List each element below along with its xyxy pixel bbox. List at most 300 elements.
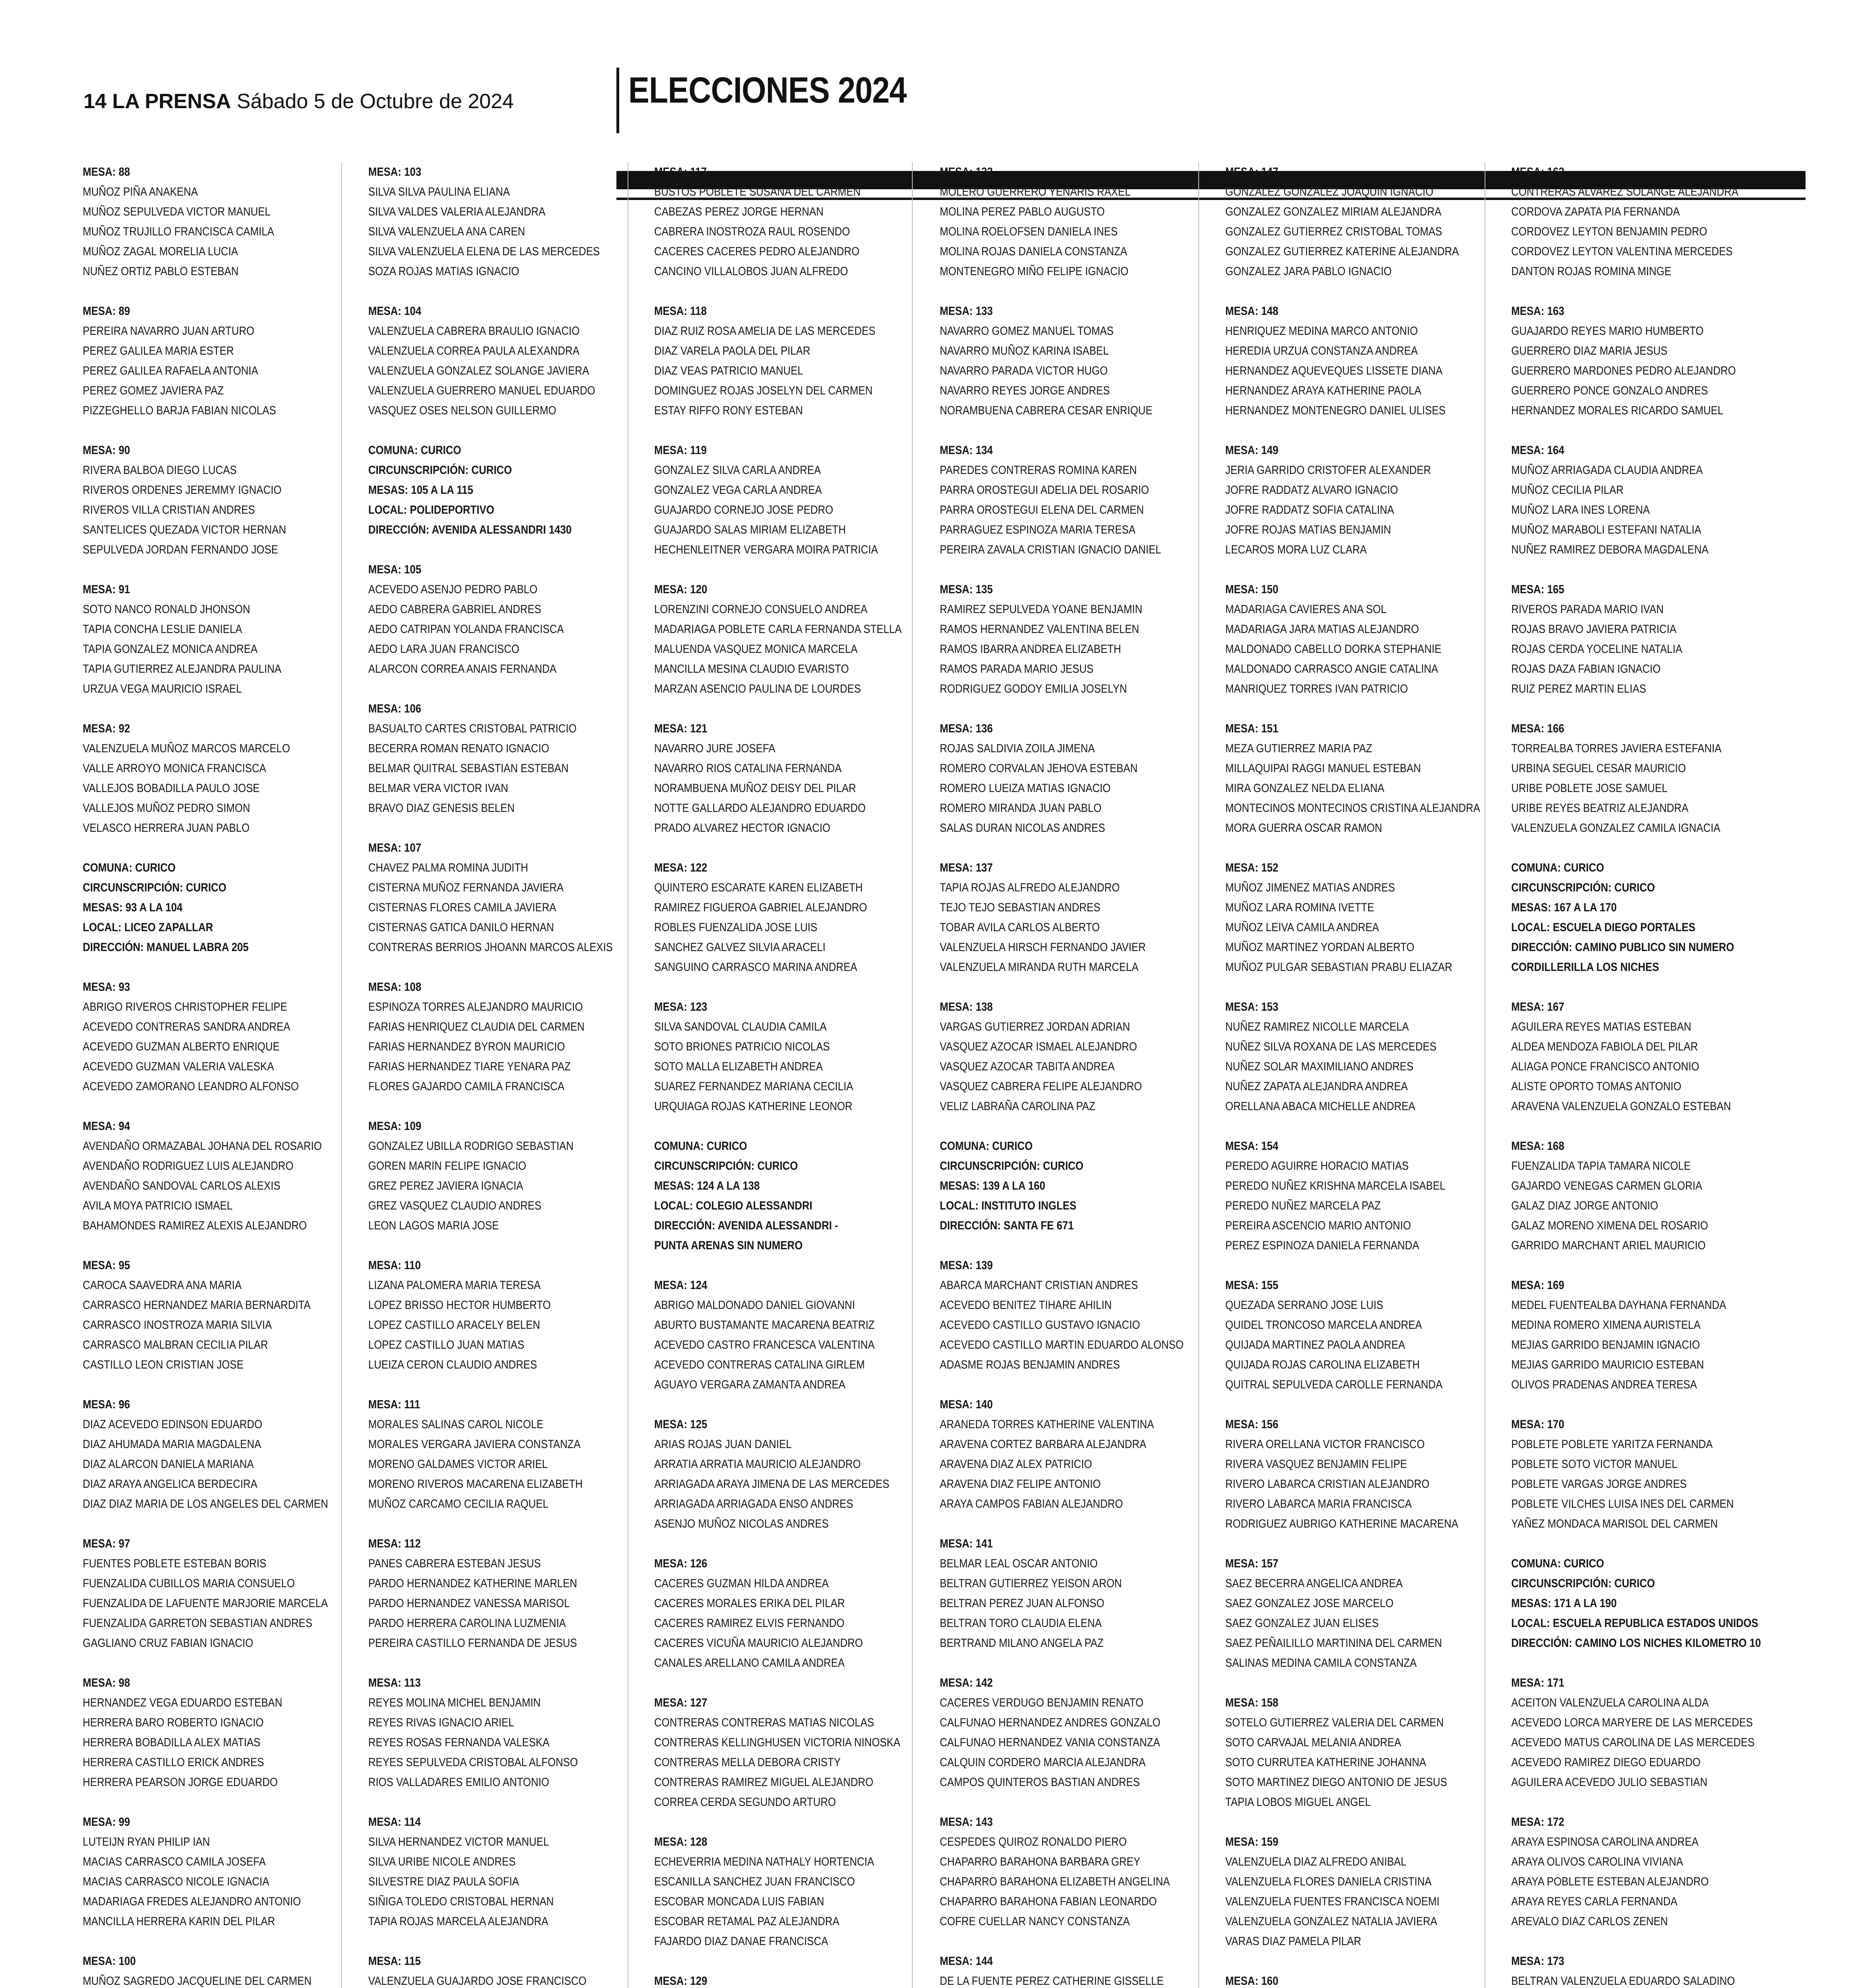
mesa-title: MESA: 149 — [1225, 444, 1279, 457]
mesa-block — [654, 580, 933, 699]
voter-name: QUIDEL TRONCOSO MARCELA ANDREA — [1225, 1318, 1422, 1332]
header-divider — [616, 68, 619, 133]
voter-name: VASQUEZ AZOCAR TABITA ANDREA — [940, 1060, 1115, 1073]
mesa-title: MESA: 110 — [368, 1259, 421, 1272]
location-detail-line: LOCAL: ESCUELA REPUBLICA ESTADOS UNIDOS — [1511, 1617, 1759, 1630]
voter-name: FUENTES POBLETE ESTEBAN BORIS — [83, 1557, 266, 1570]
location-detail-line: LOCAL: POLIDEPORTIVO — [368, 503, 494, 516]
location-detail-line: MESAS: 124 A LA 138 — [654, 1179, 760, 1192]
mesa-title: MESA: 124 — [654, 1279, 708, 1292]
voter-name: PEREDO NUÑEZ KRISHNA MARCELA ISABEL — [1225, 1179, 1446, 1192]
voter-name: CANCINO VILLALOBOS JUAN ALFREDO — [654, 265, 848, 278]
voter-name: CASTILLO LEON CRISTIAN JOSE — [83, 1358, 244, 1371]
voter-name: RIVEROS ORDENES JEREMMY IGNACIO — [83, 483, 282, 497]
voter-name: AREVALO DIAZ CARLOS ZENEN — [1511, 1915, 1668, 1928]
column-6 — [1511, 162, 1790, 1988]
voter-name: MUÑOZ JIMENEZ MATIAS ANDRES — [1225, 881, 1395, 894]
polling-location-info — [83, 858, 361, 957]
voter-name: MALDONADO CARRASCO ANGIE CATALINA — [1225, 662, 1438, 676]
voter-name: PARRAGUEZ ESPINOZA MARIA TERESA — [940, 523, 1136, 536]
voter-name: MALDONADO CABELLO DORKA STEPHANIE — [1225, 643, 1442, 656]
voter-name: MORENO GALDAMES VICTOR ARIEL — [368, 1458, 548, 1471]
voter-name: ABRIGO MALDONADO DANIEL GIOVANNI — [654, 1299, 855, 1312]
voter-name: VALENZUELA FUENTES FRANCISCA NOEMI — [1225, 1895, 1440, 1908]
voter-name: GAGLIANO CRUZ FABIAN IGNACIO — [83, 1637, 253, 1650]
voter-name: GUERRERO PONCE GONZALO ANDRES — [1511, 384, 1708, 397]
voter-name: SOTO NANCO RONALD JHONSON — [83, 603, 250, 616]
voter-name: ACEVEDO LORCA MARYERE DE LAS MERCEDES — [1511, 1716, 1753, 1729]
voter-name: MADARIAGA CAVIERES ANA SOL — [1225, 603, 1387, 616]
mesa-block — [368, 1534, 647, 1653]
voter-name: PEREDO NUÑEZ MARCELA PAZ — [1225, 1199, 1381, 1212]
voter-name: ACEVEDO CONTRERAS CATALINA GIRLEM — [654, 1358, 865, 1371]
voter-name: POBLETE POBLETE YARITZA FERNANDA — [1511, 1438, 1713, 1451]
voter-name: REYES MOLINA MICHEL BENJAMIN — [368, 1696, 541, 1709]
voter-name: ARAVENA CORTEZ BARBARA ALEJANDRA — [940, 1438, 1147, 1451]
voter-name: RIVEROS VILLA CRISTIAN ANDRES — [83, 503, 255, 516]
voter-name: AVENDAÑO ORMAZABAL JOHANA DEL ROSARIO — [83, 1140, 322, 1153]
voter-name: FUENZALIDA DE LAFUENTE MARJORIE MARCELA — [83, 1597, 328, 1610]
voter-name: QUITRAL SEPULVEDA CAROLLE FERNANDA — [1225, 1378, 1443, 1391]
mesa-title: MESA: 119 — [654, 444, 707, 457]
mesa-title: MESA: 120 — [654, 583, 708, 596]
page-header — [84, 60, 1806, 135]
voter-name: MANRIQUEZ TORRES IVAN PATRICIO — [1225, 682, 1408, 695]
voter-name: MUÑOZ ARRIAGADA CLAUDIA ANDREA — [1511, 464, 1703, 477]
voter-name: PARRA OROSTEGUI ADELIA DEL ROSARIO — [940, 483, 1149, 497]
mesa-block — [940, 719, 1218, 838]
column-3 — [654, 162, 933, 1988]
voter-name: VALENZUELA DIAZ ALFREDO ANIBAL — [1225, 1855, 1407, 1868]
mesa-title: MESA: 98 — [83, 1676, 130, 1689]
voter-name: SOTO CARVAJAL MELANIA ANDREA — [1225, 1736, 1401, 1749]
mesa-title: MESA: 121 — [654, 722, 708, 735]
voter-name: MEDEL FUENTEALBA DAYHANA FERNANDA — [1511, 1299, 1726, 1312]
mesa-block — [1511, 162, 1790, 282]
voter-name: RIVERO LABARCA CRISTIAN ALEJANDRO — [1225, 1477, 1430, 1491]
voter-name: ACEVEDO CASTILLO GUSTAVO IGNACIO — [940, 1318, 1140, 1332]
voter-name: NUÑEZ SOLAR MAXIMILIANO ANDRES — [1225, 1060, 1414, 1073]
voter-name: RODRIGUEZ GODOY EMILIA JOSELYN — [940, 682, 1127, 695]
mesa-block — [1225, 1971, 1504, 1988]
voter-name: PARDO HERNANDEZ KATHERINE MARLEN — [368, 1577, 577, 1590]
voter-name: BECERRA ROMAN RENATO IGNACIO — [368, 742, 549, 755]
voter-name: MADARIAGA JARA MATIAS ALEJANDRO — [1225, 623, 1419, 636]
voter-name: SOTO CURRUTEA KATHERINE JOHANNA — [1225, 1756, 1427, 1769]
mesa-title: MESA: 128 — [654, 1835, 708, 1848]
mesa-block — [83, 719, 361, 838]
voter-name: VALENZUELA GONZALEZ CAMILA IGNACIA — [1511, 821, 1720, 835]
mesa-title: MESA: 112 — [368, 1537, 421, 1550]
voter-name: ADASME ROJAS BENJAMIN ANDRES — [940, 1358, 1120, 1371]
column-divider — [1198, 162, 1199, 1988]
mesa-title: MESA: 125 — [654, 1418, 708, 1431]
voter-name: HERNANDEZ MONTENEGRO DANIEL ULISES — [1225, 404, 1446, 417]
voter-name: LOPEZ BRISSO HECTOR HUMBERTO — [368, 1299, 551, 1312]
voter-name: MUÑOZ TRUJILLO FRANCISCA CAMILA — [83, 225, 274, 238]
voter-name: CONTRERAS RAMIREZ MIGUEL ALEJANDRO — [654, 1776, 873, 1789]
voter-name: TAPIA LOBOS MIGUEL ANGEL — [1225, 1796, 1371, 1809]
voter-name: ARAYA POBLETE ESTEBAN ALEJANDRO — [1511, 1875, 1709, 1888]
column-2 — [368, 162, 647, 1988]
voter-name: ACEVEDO CASTRO FRANCESCA VALENTINA — [654, 1338, 875, 1351]
mesa-title: MESA: 118 — [654, 305, 707, 318]
voter-name: PEREIRA ZAVALA CRISTIAN IGNACIO DANIEL — [940, 543, 1161, 556]
voter-name: FLORES GAJARDO CAMILA FRANCISCA — [368, 1080, 565, 1093]
mesa-block — [1225, 301, 1504, 421]
mesa-block — [83, 1395, 361, 1514]
voter-name: PEREZ GALILEA RAFAELA ANTONIA — [83, 364, 259, 377]
mesa-title: MESA: 136 — [940, 722, 993, 735]
mesa-title: MESA: 127 — [654, 1696, 708, 1709]
polling-location-info — [368, 441, 647, 540]
mesa-title: MESA: 155 — [1225, 1279, 1279, 1292]
voter-name: TEJO TEJO SEBASTIAN ANDRES — [940, 901, 1100, 914]
mesa-title: MESA: 114 — [368, 1815, 421, 1829]
voter-name: MUÑOZ MARTINEZ YORDAN ALBERTO — [1225, 941, 1415, 954]
mesa-title: MESA: 152 — [1225, 861, 1279, 874]
voter-name: PARRA OROSTEGUI ELENA DEL CARMEN — [940, 503, 1144, 516]
mesa-block — [1511, 301, 1790, 421]
voter-name: SILVA VALENZUELA ANA CAREN — [368, 225, 525, 238]
mesa-title: MESA: 164 — [1511, 444, 1565, 457]
mesa-title: MESA: 104 — [368, 305, 422, 318]
voter-name: SANGUINO CARRASCO MARINA ANDREA — [654, 961, 857, 974]
voter-name: CONTRERAS ALVAREZ SOLANGE ALEJANDRA — [1511, 185, 1739, 198]
location-detail-line: MESAS: 167 A LA 170 — [1511, 901, 1617, 914]
voter-name: MILLAQUIPAI RAGGI MANUEL ESTEBAN — [1225, 762, 1421, 775]
voter-name: MOLINA ROJAS DANIELA CONSTANZA — [940, 245, 1127, 258]
mesa-block — [940, 1812, 1218, 1932]
voter-name: TAPIA ROJAS ALFREDO ALEJANDRO — [940, 881, 1120, 894]
voter-name: CARRASCO INOSTROZA MARIA SILVIA — [83, 1318, 272, 1332]
voter-name: PEREIRA NAVARRO JUAN ARTURO — [83, 324, 255, 338]
voter-name: RIVERA ORELLANA VICTOR FRANCISCO — [1225, 1438, 1425, 1451]
voter-name: AGUAYO VERGARA ZAMANTA ANDREA — [654, 1378, 846, 1391]
voter-name: MACIAS CARRASCO NICOLE IGNACIA — [83, 1875, 269, 1888]
mesa-block — [654, 301, 933, 421]
mesa-block — [368, 1951, 647, 1988]
voter-name: GAJARDO VENEGAS CARMEN GLORIA — [1511, 1179, 1703, 1192]
voter-name: CACERES VICUÑA MAURICIO ALEJANDRO — [654, 1637, 863, 1650]
mesa-block — [654, 719, 933, 838]
voter-name: CORDOVEZ LEYTON VALENTINA MERCEDES — [1511, 245, 1733, 258]
mesa-block — [940, 162, 1218, 282]
voter-name: BELTRAN VALENZUELA EDUARDO SALADINO — [1511, 1974, 1735, 1988]
voter-name: CANALES ARELLANO CAMILA ANDREA — [654, 1656, 845, 1670]
mesa-title: MESA: 126 — [654, 1557, 708, 1570]
mesa-title: MESA: 167 — [1511, 1000, 1565, 1013]
voter-name: MOLINA ROELOFSEN DANIELA INES — [940, 225, 1118, 238]
voter-name: MADARIAGA FREDES ALEJANDRO ANTONIO — [83, 1895, 301, 1908]
mesa-block — [1225, 858, 1504, 977]
voter-name: DOMINGUEZ ROJAS JOSELYN DEL CARMEN — [654, 384, 873, 397]
mesa-title: MESA: 134 — [940, 444, 993, 457]
voter-name: HERRERA PEARSON JORGE EDUARDO — [83, 1776, 278, 1789]
voter-name: VELIZ LABRAÑA CAROLINA PAZ — [940, 1100, 1095, 1113]
voter-name: ACEVEDO GUZMAN VALERIA VALESKA — [83, 1060, 274, 1073]
mesa-block — [1225, 1554, 1504, 1673]
mesa-title: MESA: 158 — [1225, 1696, 1279, 1709]
voter-name: ARRIAGADA ARRIAGADA ENSO ANDRES — [654, 1497, 853, 1510]
voter-name: NAVARRO JURE JOSEFA — [654, 742, 776, 755]
voter-name: CABRERA INOSTROZA RAUL ROSENDO — [654, 225, 850, 238]
mesa-block — [1511, 719, 1790, 838]
voter-name: QUIJADA ROJAS CAROLINA ELIZABETH — [1225, 1358, 1420, 1371]
voter-name: LORENZINI CORNEJO CONSUELO ANDREA — [654, 603, 868, 616]
mesa-title: MESA: 105 — [368, 563, 422, 576]
mesa-title: MESA: 157 — [1225, 1557, 1279, 1570]
voter-name: CORDOVA ZAPATA PIA FERNANDA — [1511, 205, 1680, 218]
voter-name: MARZAN ASENCIO PAULINA DE LOURDES — [654, 682, 861, 695]
voter-name: VALENZUELA CABRERA BRAULIO IGNACIO — [368, 324, 580, 338]
mesa-title: MESA: 144 — [940, 1955, 993, 1968]
voter-name: TORREALBA TORRES JAVIERA ESTEFANIA — [1511, 742, 1722, 755]
mesa-title: MESA: 141 — [940, 1537, 993, 1550]
voter-name: MUÑOZ LARA INES LORENA — [1511, 503, 1650, 516]
mesa-title: MESA: 139 — [940, 1259, 993, 1272]
voter-name: RIVEROS PARADA MARIO IVAN — [1511, 603, 1664, 616]
mesa-block — [940, 1673, 1218, 1792]
column-5 — [1225, 162, 1504, 1988]
mesa-block — [940, 1256, 1218, 1375]
location-detail-line: CORDILLERILLA LOS NICHES — [1511, 961, 1659, 974]
voter-name: MUÑOZ CARCAMO CECILIA RAQUEL — [368, 1497, 549, 1510]
voter-name: SEPULVEDA JORDAN FERNANDO JOSE — [83, 543, 278, 556]
mesa-title: MESA: 159 — [1225, 1835, 1279, 1848]
mesa-title: MESA: 92 — [83, 722, 130, 735]
mesa-block — [368, 977, 647, 1097]
voter-name: GONZALEZ UBILLA RODRIGO SEBASTIAN — [368, 1140, 574, 1153]
voter-name: NAVARRO MUÑOZ KARINA ISABEL — [940, 344, 1109, 357]
voter-name: PRADO ALVAREZ HECTOR IGNACIO — [654, 821, 830, 835]
voter-name: TAPIA CONCHA LESLIE DANIELA — [83, 623, 243, 636]
voter-name: QUIJADA MARTINEZ PAOLA ANDREA — [1225, 1338, 1405, 1351]
location-detail-line: COMUNA: CURICO — [83, 861, 176, 874]
voter-name: URBINA SEGUEL CESAR MAURICIO — [1511, 762, 1686, 775]
voter-name: ARRATIA ARRATIA MAURICIO ALEJANDRO — [654, 1458, 861, 1471]
location-detail-line: DIRECCIÓN: AVENIDA ALESSANDRI - — [654, 1219, 838, 1232]
voter-name: CORREA CERDA SEGUNDO ARTURO — [654, 1796, 836, 1809]
mesa-title: MESA: 160 — [1225, 1974, 1279, 1988]
voter-name: OLIVOS PRADENAS ANDREA TERESA — [1511, 1378, 1697, 1391]
voter-name: QUINTERO ESCARATE KAREN ELIZABETH — [654, 881, 863, 894]
column-divider — [341, 162, 342, 1988]
voter-name: HERRERA CASTILLO ERICK ANDRES — [83, 1756, 264, 1769]
voter-name: MORENO RIVEROS MACARENA ELIZABETH — [368, 1477, 583, 1491]
voter-name: GONZALEZ GONZALEZ MIRIAM ALEJANDRA — [1225, 205, 1442, 218]
voter-name: CHAPARRO BARAHONA FABIAN LEONARDO — [940, 1895, 1157, 1908]
voter-name: DIAZ AHUMADA MARIA MAGDALENA — [83, 1438, 261, 1451]
voter-name: MALUENDA VASQUEZ MONICA MARCELA — [654, 643, 858, 656]
mesa-title: MESA: 151 — [1225, 722, 1279, 735]
voter-name: GUERRERO MARDONES PEDRO ALEJANDRO — [1511, 364, 1736, 377]
mesa-block — [1511, 1136, 1790, 1256]
voter-name: CACERES CACERES PEDRO ALEJANDRO — [654, 245, 860, 258]
voter-name: SAEZ GONZALEZ JOSE MARCELO — [1225, 1597, 1394, 1610]
mesa-block — [654, 997, 933, 1116]
voter-name: CARRASCO HERNANDEZ MARIA BERNARDITA — [83, 1299, 311, 1312]
mesa-block — [1511, 580, 1790, 699]
voter-name: HERNANDEZ MORALES RICARDO SAMUEL — [1511, 404, 1724, 417]
mesa-title: MESA: 100 — [83, 1955, 136, 1968]
voter-name: NUÑEZ SILVA ROXANA DE LAS MERCEDES — [1225, 1040, 1436, 1053]
location-detail-line: COMUNA: CURICO — [654, 1140, 747, 1153]
mesa-block — [83, 1256, 361, 1375]
voter-name: AEDO LARA JUAN FRANCISCO — [368, 643, 519, 656]
voter-name: DIAZ ACEVEDO EDINSON EDUARDO — [83, 1418, 262, 1431]
voter-name: ROMERO MIRANDA JUAN PABLO — [940, 802, 1102, 815]
voter-name: DIAZ ARAYA ANGELICA BERDECIRA — [83, 1477, 258, 1491]
voter-name: MUÑOZ PIÑA ANAKENA — [83, 185, 198, 198]
voter-name: FARIAS HENRIQUEZ CLAUDIA DEL CARMEN — [368, 1020, 585, 1033]
voter-name: SIÑIGA TOLEDO CRISTOBAL HERNAN — [368, 1895, 554, 1908]
voter-name: POBLETE SOTO VICTOR MANUEL — [1511, 1458, 1677, 1471]
voter-name: ABARCA MARCHANT CRISTIAN ANDRES — [940, 1279, 1138, 1292]
voter-name: MONTECINOS MONTECINOS CRISTINA ALEJANDRA — [1225, 802, 1480, 815]
voter-name: ALISTE OPORTO TOMAS ANTONIO — [1511, 1080, 1681, 1093]
voter-name: RIOS VALLADARES EMILIO ANTONIO — [368, 1776, 549, 1789]
voter-name: HERNANDEZ VEGA EDUARDO ESTEBAN — [83, 1696, 282, 1709]
voter-name: CONTRERAS MELLA DEBORA CRISTY — [654, 1756, 841, 1769]
voter-name: ACEVEDO CASTILLO MARTIN EDUARDO ALONSO — [940, 1338, 1184, 1351]
voter-name: VALENZUELA GUAJARDO JOSE FRANCISCO — [368, 1974, 587, 1988]
voter-name: NAVARRO RIOS CATALINA FERNANDA — [654, 762, 842, 775]
voter-name: BELMAR VERA VICTOR IVAN — [368, 782, 508, 795]
mesa-title: MESA: 96 — [83, 1398, 130, 1411]
voter-name: LEON LAGOS MARIA JOSE — [368, 1219, 499, 1232]
voter-name: SAEZ GONZALEZ JUAN ELISES — [1225, 1617, 1379, 1630]
voter-name: BERTRAND MILANO ANGELA PAZ — [940, 1637, 1104, 1650]
voter-name: CONTRERAS CONTRERAS MATIAS NICOLAS — [654, 1716, 874, 1729]
voter-name: ROJAS SALDIVIA ZOILA JIMENA — [940, 742, 1095, 755]
mesa-block — [83, 162, 361, 282]
voter-name: LUEIZA CERON CLAUDIO ANDRES — [368, 1358, 537, 1371]
mesa-title: MESA: 89 — [83, 305, 130, 318]
voter-name: PEREZ GALILEA MARIA ESTER — [83, 344, 234, 357]
mesa-block — [83, 1534, 361, 1653]
voter-name: VALLE ARROYO MONICA FRANCISCA — [83, 762, 266, 775]
mesa-title: MESA: 109 — [368, 1120, 422, 1133]
voter-name: FUENZALIDA GARRETON SEBASTIAN ANDRES — [83, 1617, 313, 1630]
voter-name: RAMIREZ SEPULVEDA YOANE BENJAMIN — [940, 603, 1143, 616]
voter-name: SAEZ BECERRA ANGELICA ANDREA — [1225, 1577, 1403, 1590]
voter-name: LUTEIJN RYAN PHILIP IAN — [83, 1835, 210, 1848]
voter-name: CHAVEZ PALMA ROMINA JUDITH — [368, 861, 528, 874]
voter-name: QUEZADA SERRANO JOSE LUIS — [1225, 1299, 1384, 1312]
mesa-title: MESA: 108 — [368, 980, 422, 994]
voter-name: VALLEJOS MUÑOZ PEDRO SIMON — [83, 802, 250, 815]
voter-name: VASQUEZ CABRERA FELIPE ALEJANDRO — [940, 1080, 1142, 1093]
mesa-block — [1511, 1415, 1790, 1534]
mesa-block — [940, 997, 1218, 1116]
voter-name: REYES ROSAS FERNANDA VALESKA — [368, 1736, 550, 1749]
mesa-title: MESA: 150 — [1225, 583, 1279, 596]
mesa-block — [1511, 1951, 1790, 1988]
voter-name: CABEZAS PEREZ JORGE HERNAN — [654, 205, 824, 218]
voter-name: PAREDES CONTRERAS ROMINA KAREN — [940, 464, 1137, 477]
voter-name: JOFRE RADDATZ ALVARO IGNACIO — [1225, 483, 1398, 497]
location-detail-line: LOCAL: COLEGIO ALESSANDRI — [654, 1199, 812, 1212]
column-4 — [940, 162, 1218, 1988]
voter-name: LOPEZ CASTILLO ARACELY BELEN — [368, 1318, 540, 1332]
voter-name: RAMIREZ FIGUEROA GABRIEL ALEJANDRO — [654, 901, 867, 914]
voter-name: FUENZALIDA TAPIA TAMARA NICOLE — [1511, 1159, 1691, 1173]
voter-name: MANCILLA MESINA CLAUDIO EVARISTO — [654, 662, 849, 676]
voter-name: NUÑEZ RAMIREZ NICOLLE MARCELA — [1225, 1020, 1409, 1033]
mesa-block — [368, 1116, 647, 1236]
voter-name: POBLETE VARGAS JORGE ANDRES — [1511, 1477, 1687, 1491]
voter-name: ARAVENA DIAZ FELIPE ANTONIO — [940, 1477, 1101, 1491]
voter-name: SILVA VALENZUELA ELENA DE LAS MERCEDES — [368, 245, 600, 258]
voter-name: CHAPARRO BARAHONA BARBARA GREY — [940, 1855, 1141, 1868]
voter-name: DIAZ VEAS PATRICIO MANUEL — [654, 364, 803, 377]
voter-name: URIBE REYES BEATRIZ ALEJANDRA — [1511, 802, 1689, 815]
voter-name: VASQUEZ OSES NELSON GUILLERMO — [368, 404, 556, 417]
voter-name: ACEVEDO ASENJO PEDRO PABLO — [368, 583, 538, 596]
voter-name: ALDEA MENDOZA FABIOLA DEL PILAR — [1511, 1040, 1698, 1053]
voter-name: MUÑOZ ZAGAL MORELIA LUCIA — [83, 245, 238, 258]
voter-name: MOLINA PEREZ PABLO AUGUSTO — [940, 205, 1105, 218]
voter-name: CACERES RAMIREZ ELVIS FERNANDO — [654, 1617, 845, 1630]
voter-name: MUÑOZ LARA ROMINA IVETTE — [1225, 901, 1374, 914]
voter-name: MUÑOZ SEPULVEDA VICTOR MANUEL — [83, 205, 271, 218]
voter-name: NORAMBUENA MUÑOZ DEISY DEL PILAR — [654, 782, 856, 795]
voter-name: PEREIRA CASTILLO FERNANDA DE JESUS — [368, 1637, 577, 1650]
mesa-block — [83, 1951, 361, 1988]
location-detail-line: DIRECCIÓN: SANTA FE 671 — [940, 1219, 1074, 1232]
voter-name: SOTELO GUTIERREZ VALERIA DEL CARMEN — [1225, 1716, 1444, 1729]
voter-name: GUAJARDO CORNEJO JOSE PEDRO — [654, 503, 834, 516]
mesa-title: MESA: 90 — [83, 444, 130, 457]
mesa-block — [654, 1971, 933, 1988]
mesa-title: MESA: 106 — [368, 702, 422, 715]
voter-name: ACEITON VALENZUELA CAROLINA ALDA — [1511, 1696, 1709, 1709]
mesa-block — [1225, 719, 1504, 838]
polling-location-info — [1511, 1554, 1790, 1653]
mesa-title: MESA: 94 — [83, 1120, 130, 1133]
voter-name: PARDO HERNANDEZ VANESSA MARISOL — [368, 1597, 570, 1610]
location-detail-line: CIRCUNSCRIPCIÓN: CURICO — [1511, 881, 1655, 894]
voter-name: AVILA MOYA PATRICIO ISMAEL — [83, 1199, 233, 1212]
mesa-title: MESA: 154 — [1225, 1140, 1279, 1153]
section-title: ELECCIONES 2024 — [628, 70, 907, 111]
voter-name: BAHAMONDES RAMIREZ ALEXIS ALEJANDRO — [83, 1219, 307, 1232]
voter-name: LOPEZ CASTILLO JUAN MATIAS — [368, 1338, 525, 1351]
voter-name: SOZA ROJAS MATIAS IGNACIO — [368, 265, 519, 278]
mesa-title: MESA: 170 — [1511, 1418, 1565, 1431]
location-detail-line: CIRCUNSCRIPCIÓN: CURICO — [368, 464, 512, 477]
location-detail-line: DIRECCIÓN: CAMINO LOS NICHES KILOMETRO 10 — [1511, 1637, 1761, 1650]
mesa-title: MESA: 113 — [368, 1676, 421, 1689]
mesa-block — [1225, 1832, 1504, 1951]
location-detail-line: CIRCUNSCRIPCIÓN: CURICO — [940, 1159, 1084, 1173]
voter-name: RODRIGUEZ AUBRIGO KATHERINE MACARENA — [1225, 1517, 1458, 1530]
voter-name: VASQUEZ AZOCAR ISMAEL ALEJANDRO — [940, 1040, 1137, 1053]
mesa-title: MESA: 172 — [1511, 1815, 1565, 1829]
voter-name: ESCOBAR MONCADA LUIS FABIAN — [654, 1895, 824, 1908]
voter-name: ASENJO MUÑOZ NICOLAS ANDRES — [654, 1517, 829, 1530]
voter-name: MADARIAGA POBLETE CARLA FERNANDA STELLA — [654, 623, 902, 636]
voter-name: NUÑEZ RAMIREZ DEBORA MAGDALENA — [1511, 543, 1709, 556]
voter-name: CACERES VERDUGO BENJAMIN RENATO — [940, 1696, 1144, 1709]
mesa-block — [1511, 1276, 1790, 1395]
location-detail-line: COMUNA: CURICO — [1511, 1557, 1604, 1570]
voter-name: PEREZ ESPINOZA DANIELA FERNANDA — [1225, 1239, 1419, 1252]
voter-name: ROBLES FUENZALIDA JOSE LUIS — [654, 921, 818, 934]
voter-name: RUIZ PEREZ MARTIN ELIAS — [1511, 682, 1646, 695]
voter-name: VALENZUELA FLORES DANIELA CRISTINA — [1225, 1875, 1432, 1888]
